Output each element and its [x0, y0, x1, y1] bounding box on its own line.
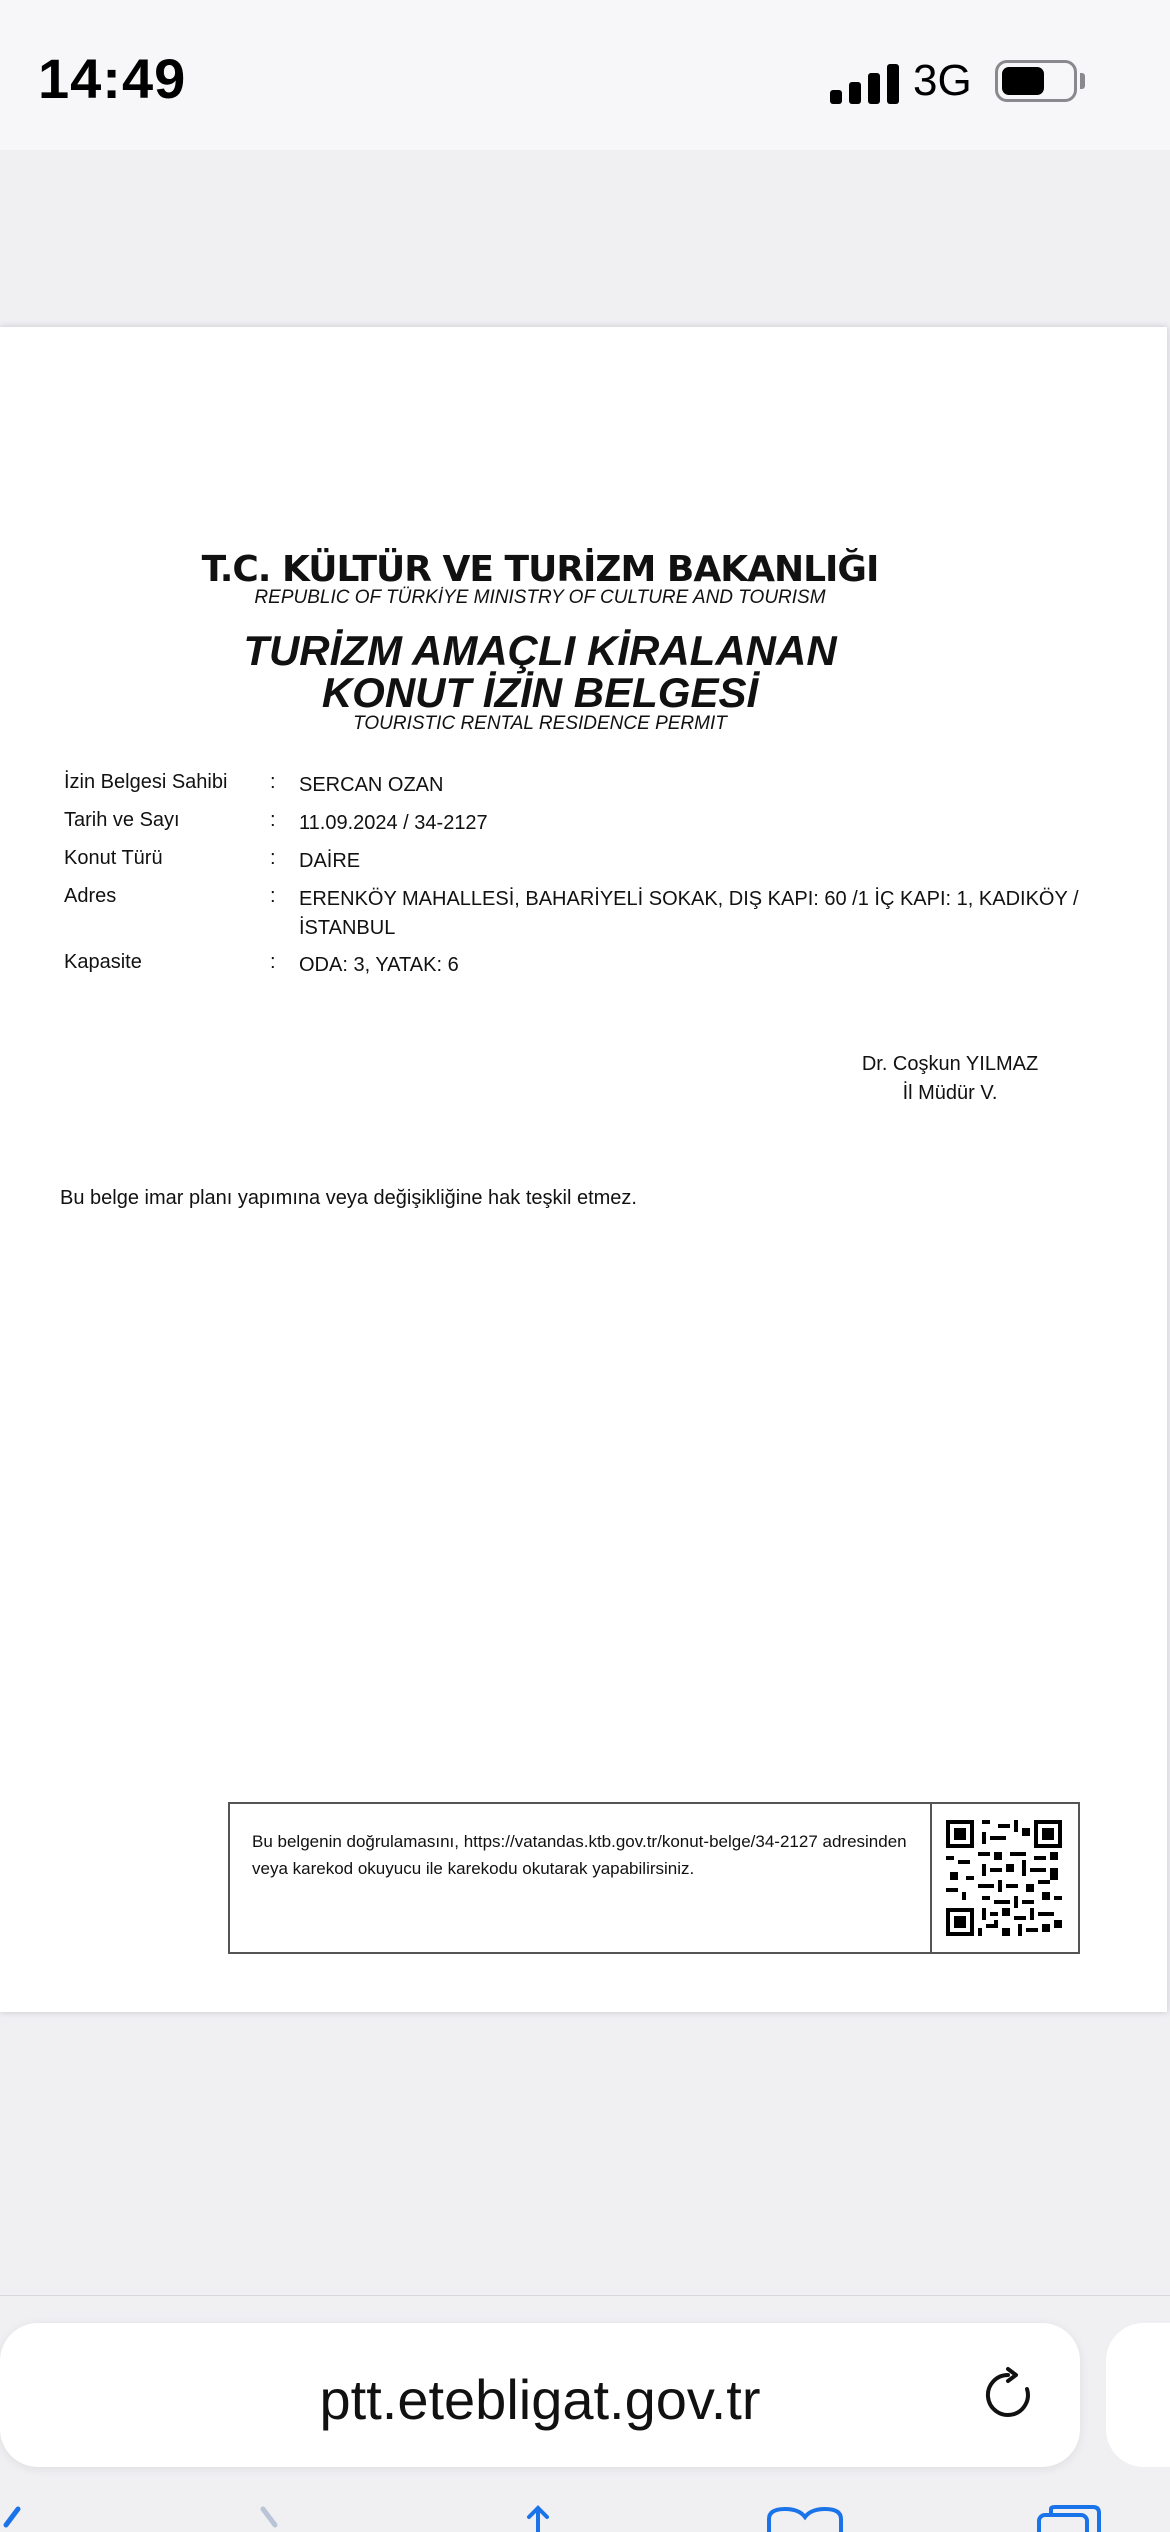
field-colon: :	[270, 771, 276, 793]
field-label: İzin Belgesi Sahibi	[64, 771, 228, 793]
verification-box	[228, 1802, 1080, 1954]
status-bar	[0, 0, 1170, 150]
url-text[interactable]: ptt.etebligat.gov.tr	[319, 2368, 761, 2431]
ministry-name: T.C. KÜLTÜR VE TURİZM BAKANLIĞI	[201, 549, 879, 590]
next-tab-peek[interactable]	[1106, 2323, 1170, 2467]
battery-icon	[995, 60, 1077, 102]
battery-cap	[1080, 73, 1085, 89]
field-colon: :	[270, 885, 276, 907]
field-colon: :	[270, 809, 276, 831]
field-label: Kapasite	[64, 951, 142, 973]
field-value: SERCAN OZAN	[299, 774, 444, 796]
field-value: DAİRE	[299, 850, 361, 872]
field-colon: :	[270, 951, 276, 973]
field-value: 11.09.2024 / 34-2127	[299, 812, 488, 834]
network-type: 3G	[913, 56, 972, 105]
document-title-en: TOURISTIC RENTAL RESIDENCE PERMIT	[353, 713, 727, 734]
document-title-line1: TURİZM AMAÇLI KİRALANAN	[243, 627, 837, 674]
document-title-line2: KONUT İZİN BELGESİ	[321, 669, 759, 716]
field-label: Tarih ve Sayı	[64, 809, 180, 831]
back-icon[interactable]	[0, 2505, 30, 2532]
reload-icon[interactable]	[978, 2365, 1038, 2425]
ministry-name-en: REPUBLIC OF TÜRKİYE MINISTRY OF CULTURE AND TOURISM	[254, 587, 826, 608]
field-value: ODA: 3, YATAK: 6	[299, 954, 459, 976]
field-value: ERENKÖY MAHALLESİ, BAHARİYELİ SOKAK, DIŞ KAPI: 60 /1 İÇ KAPI: 1, KADIKÖY / İSTANBUL	[299, 888, 1079, 939]
signal-icon	[830, 62, 900, 104]
signer-name: Dr. Coşkun YILMAZ	[861, 1053, 1039, 1075]
document-note: Bu belge imar planı yapımına veya değişikliğine hak teşkil etmez.	[60, 1187, 637, 1209]
signer-title: İl Müdür V.	[902, 1082, 998, 1104]
forward-icon[interactable]	[255, 2505, 285, 2532]
address-bar[interactable]	[0, 2323, 1080, 2467]
field-colon: :	[270, 847, 276, 869]
tabs-icon[interactable]	[1035, 2505, 1105, 2532]
share-icon[interactable]	[515, 2505, 561, 2532]
verification-divider	[930, 1804, 932, 1952]
field-label: Konut Türü	[64, 847, 163, 869]
document-page	[0, 327, 1167, 2012]
bookmarks-icon[interactable]	[765, 2505, 845, 2532]
verification-text: Bu belgenin doğrulamasını, https://vatandas.ktb.gov.tr/konut-belge/34-2127 adresinden veya karekod okuyucu ile karekodu okutarak yapabilirsiniz.	[252, 1832, 907, 1878]
status-time: 14:49	[38, 47, 187, 110]
qr-code-icon[interactable]	[946, 1820, 1062, 1936]
toolbar-divider	[0, 2295, 1170, 2296]
field-label: Adres	[64, 885, 117, 907]
